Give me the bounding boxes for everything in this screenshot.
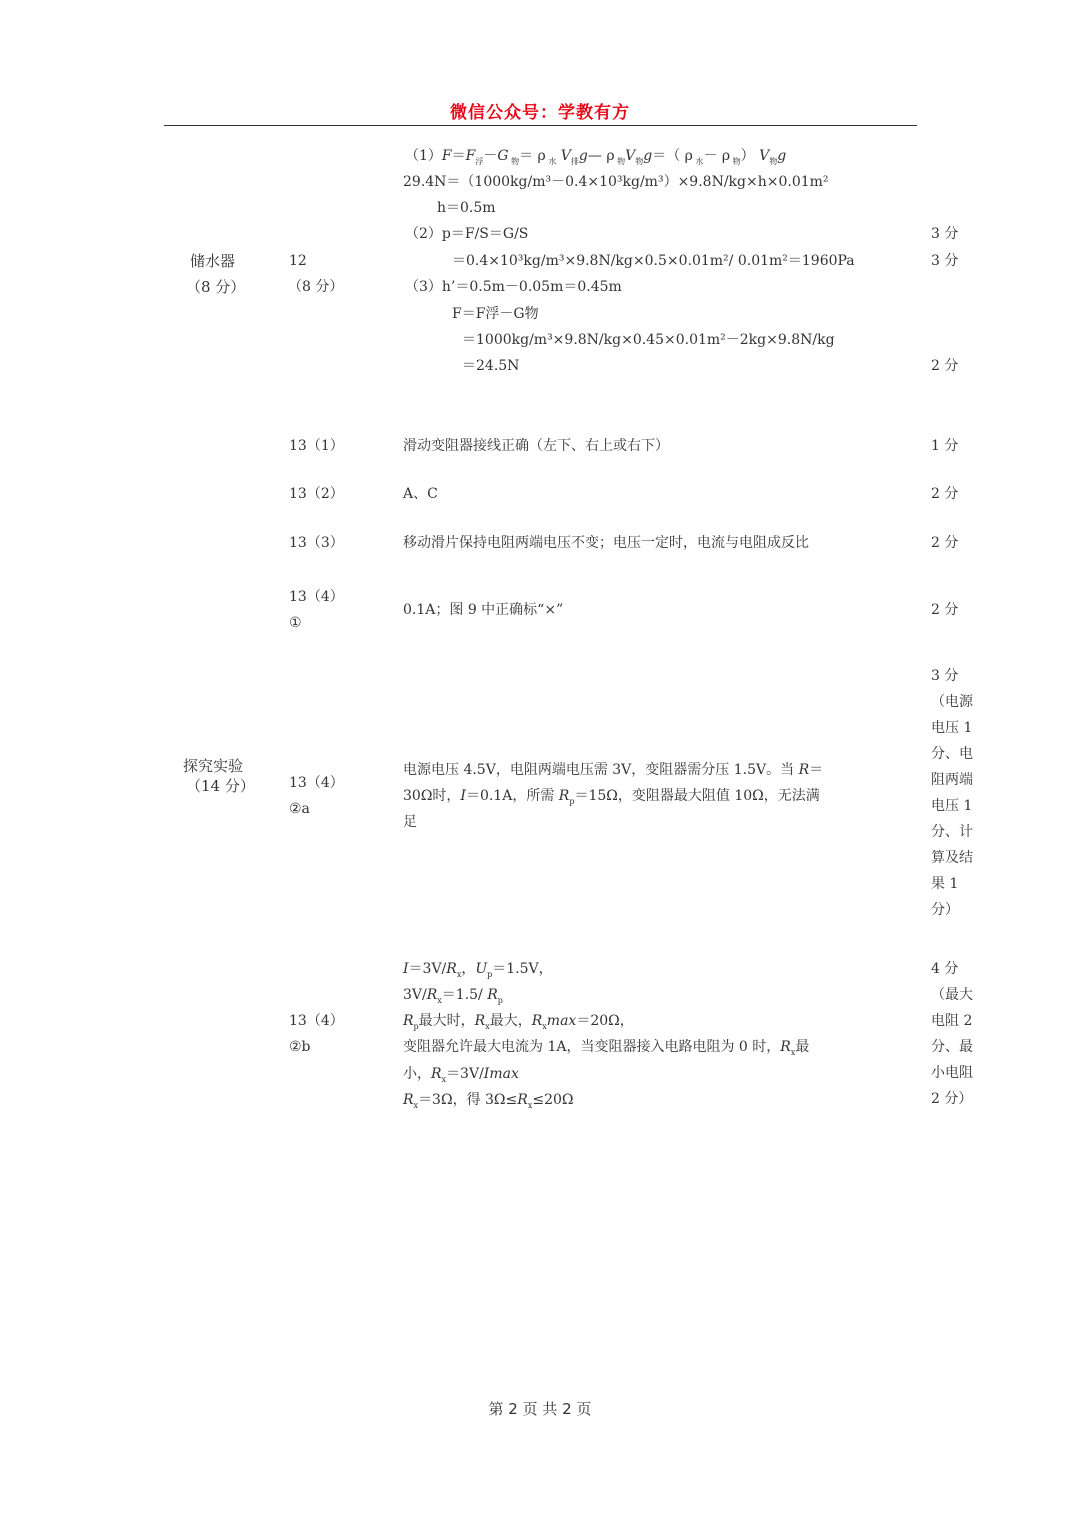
q13-4a-answer: 0.1A；图 9 中正确标“×”: [403, 602, 564, 618]
q13-4b-points-line: 电压 1: [931, 798, 973, 814]
page-footer: 第 2 页 共 2 页: [488, 1400, 592, 1418]
q13-4b-points-line: 阻两端: [931, 772, 973, 788]
q13-4b-points-line: （电源: [931, 694, 973, 710]
q13-3-number: 13（3）: [289, 535, 344, 551]
q13-4b-points-line: 分、电: [931, 746, 973, 762]
q13-4c-answer-line-2: $3V/R_x=1.5/$ $R_p$: [403, 987, 503, 1005]
q12-number: 12: [289, 253, 307, 269]
q13-4b-points-line: 分、计: [931, 824, 973, 840]
q13-1-answer: 滑动变阻器接线正确（左下、右上或右下）: [403, 438, 669, 454]
q12-points-2: 3 分: [931, 253, 959, 269]
header-title: 微信公众号：学教有方: [450, 103, 630, 123]
q13-1-points: 1 分: [931, 438, 959, 454]
q13-4b-answer-line-2: 30Ω时，I＝0.1A，所需 $R_p=15\Omega$，变阻器最大阻值 10Ω，无法满: [403, 788, 820, 806]
q12-line-4: （2）p＝F/S＝G/S: [405, 226, 529, 242]
q13-4a-subnumber: ①: [289, 615, 302, 631]
q13-4b-points-line: 果 1: [931, 876, 959, 892]
q13-4b-answer-line-3: 足: [403, 814, 417, 830]
q13-4c-points-line: 电阻 2: [931, 1013, 973, 1029]
q13-4b-points-line: 算及结: [931, 850, 973, 866]
q12-line-8: ＝1000kg/m³×9.8N/kg×0.45×0.01m²－2kg×9.8N/kg: [462, 332, 835, 348]
q12-line-3: h＝0.5m: [437, 200, 496, 216]
q13-4c-number: 13（4）: [289, 1013, 344, 1029]
q13-1-number: 13（1）: [289, 438, 344, 454]
q13-2-answer: A、C: [403, 486, 438, 502]
q13-3-answer: 移动滑片保持电阻两端电压不变；电压一定时，电流与电阻成反比: [403, 535, 809, 551]
q13-4b-answer-line-1: 电源电压 4.5V，电阻两端电压需 3V，变阻器需分压 1.5V。当 R＝: [403, 762, 824, 778]
q12-line-7: F＝F浮－G物: [452, 306, 539, 322]
q13-4b-points-line: 3 分: [931, 668, 959, 684]
q13-2-number: 13（2）: [289, 486, 344, 502]
q13-4b-subnumber: ②a: [289, 801, 310, 817]
q13-4c-answer-line-4: 变阻器允许最大电流为 1A，当变阻器接入电路电阻为 0 时，$R_x$最: [403, 1039, 810, 1057]
q13-4a-points: 2 分: [931, 602, 959, 618]
q13-4b-points-line: 分）: [931, 902, 959, 918]
q13-4c-answer-line-3: $R_p$最大时，$R_x$最大，$R_x\max=20\Omega$，: [403, 1013, 634, 1031]
q13-2-points: 2 分: [931, 486, 959, 502]
q13-4c-points-line: 分、最: [931, 1039, 973, 1055]
q13-4c-answer-line-6: $R_x=3\Omega$，得 $3\Omega\le R_x\le 20\Omega$: [403, 1092, 574, 1110]
section-score-experiment: （14 分）: [186, 777, 255, 795]
q13-4a-number: 13（4）: [289, 589, 344, 605]
q13-4c-points-line: （最大: [931, 987, 973, 1003]
q13-4b-points-line: 电压 1: [931, 720, 973, 736]
q13-4b-number: 13（4）: [289, 775, 344, 791]
q12-points-1: 3 分: [931, 226, 959, 242]
q12-line-9: ＝24.5N: [462, 358, 520, 374]
section-score-water-tank: （8 分）: [186, 278, 246, 296]
q12-line-1: $(1)F=F_浮-G$ $_物$＝ ρ $_水$ $V_排g—$ ρ $_物V_物g=$（ ρ $_水$－ ρ $_物$） $V_物g$: [405, 148, 787, 166]
q13-4c-points: [931, 956, 973, 1112]
q12-line-6: （3）h’＝0.5m－0.05m＝0.45m: [405, 279, 622, 295]
q13-4b-points: [931, 663, 973, 923]
header-divider: [164, 125, 917, 126]
q13-4c-answer-line-1: $I=3V/R_x$，$U_p=1.5V$，: [403, 961, 553, 979]
q13-4c-points-line: 小电阻: [931, 1065, 973, 1081]
q13-4c-points-line: 4 分: [931, 961, 959, 977]
q12-points-3: 2 分: [931, 358, 959, 374]
q12-line-5: ＝0.4×10³kg/m³×9.8N/kg×0.5×0.01m²/ 0.01m²＝1960Pa: [452, 253, 855, 269]
section-name-water-tank: 储水器: [190, 252, 236, 270]
q12-number-score: （8 分）: [288, 279, 344, 295]
q13-3-points: 2 分: [931, 535, 959, 551]
q12-line-2: 29.4N＝（1000kg/m³－0.4×10³kg/m³）×9.8N/kg×h×0.01m²: [403, 174, 829, 190]
q13-4c-points-line: 2 分）: [931, 1091, 973, 1107]
q13-4c-subnumber: ②b: [289, 1039, 311, 1055]
section-name-experiment: 探究实验: [183, 757, 244, 775]
q13-4c-answer-line-5: 小，$R_x=3V$/Imax: [403, 1066, 519, 1084]
